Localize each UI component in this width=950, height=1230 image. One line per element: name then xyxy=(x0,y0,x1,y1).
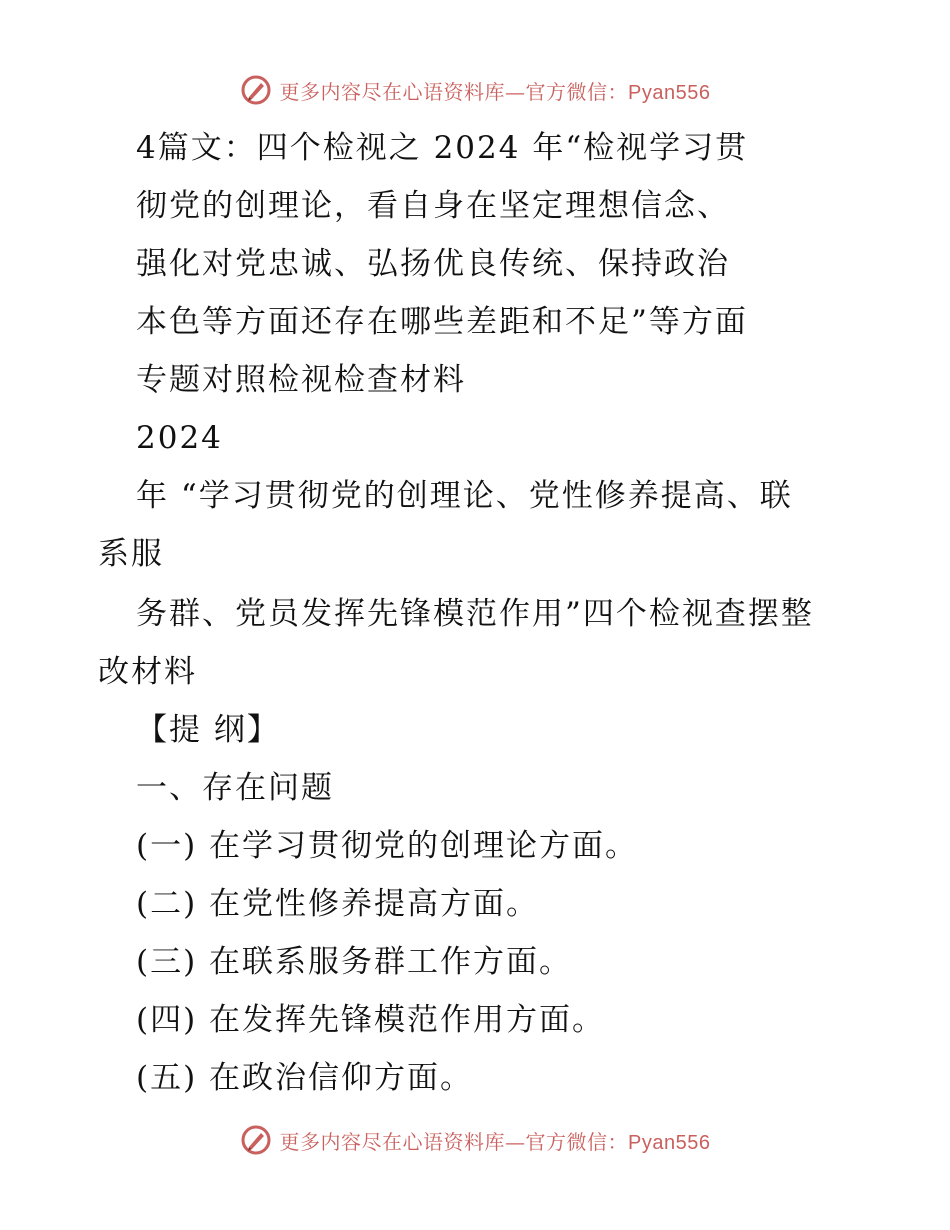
subtitle-line-4: 改材料 xyxy=(98,654,197,690)
subtitle-year: 2024 xyxy=(136,420,223,456)
watermark-footer xyxy=(0,1120,950,1160)
outline-item-2: (二) 在党性修养提高方面。 xyxy=(136,886,540,922)
watermark-header xyxy=(0,70,950,110)
title-line-2: 彻党的创理论，看自身在坚定理想信念、 xyxy=(136,188,730,224)
subtitle-line-1: 年 “学习贯彻党的创理论、党性修养提高、联 xyxy=(136,478,793,514)
outline-heading: 【提 纲】 xyxy=(136,712,280,748)
watermark-text: 更多内容尽在心语资料库—官方微信：Pyan556 xyxy=(279,79,711,104)
subtitle-line-2: 系服 xyxy=(98,536,164,572)
title-line-4: 本色等方面还存在哪些差距和不足”等方面 xyxy=(136,304,748,340)
title-line-3: 强化对党忠诚、弘扬优良传统、保持政治 xyxy=(136,246,730,282)
section-heading-problems: 一、存在问题 xyxy=(136,770,334,806)
pen-circle-logo-icon xyxy=(240,74,272,106)
watermark-wechat-id: Pyan556 xyxy=(628,81,711,104)
outline-item-4: (四) 在发挥先锋模范作用方面。 xyxy=(136,1002,606,1038)
outline-item-1: (一) 在学习贯彻党的创理论方面。 xyxy=(136,828,639,864)
watermark-text: 更多内容尽在心语资料库—官方微信：Pyan556 xyxy=(279,1129,711,1154)
outline-item-5: (五) 在政治信仰方面。 xyxy=(136,1060,474,1096)
title-line-1: 4篇文：四个检视之 2024 年“检视学习贯 xyxy=(136,130,749,166)
watermark-wechat-id: Pyan556 xyxy=(628,1131,711,1154)
pen-circle-logo-icon xyxy=(240,1124,272,1156)
subtitle-line-3: 务群、党员发挥先锋模范作用”四个检视查摆整 xyxy=(136,596,814,632)
title-line-5: 专题对照检视检查材料 xyxy=(136,362,466,398)
outline-item-3: (三) 在联系服务群工作方面。 xyxy=(136,944,573,980)
